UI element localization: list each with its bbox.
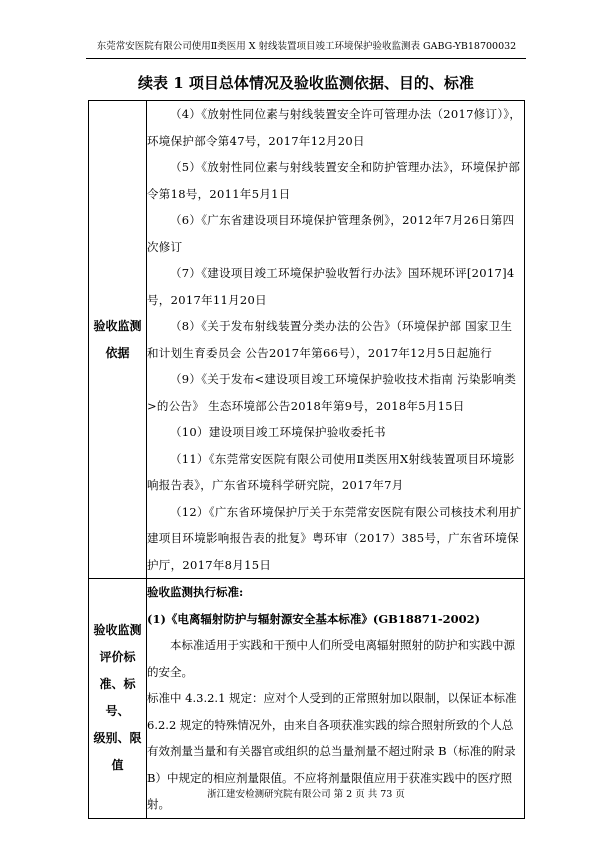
- label-line: 值: [111, 758, 124, 773]
- page-header: 东莞常安医院有限公司使用Ⅱ类医用 X 射线装置项目竣工环境保护验收监测表 GABG-YB18700032: [96, 41, 517, 52]
- basis-item-6: （6）《广东省建设项目环境保护管理条例》，2012年7月26日第四次修订: [147, 213, 515, 254]
- page-footer: 浙江建安检测研究院有限公司 第 2 页 共 73 页: [207, 789, 405, 800]
- page-title: 续表 1 项目总体情况及验收监测依据、目的、标准: [138, 74, 474, 92]
- basis-item-10: （10）建设项目竣工环境保护验收委托书: [170, 425, 386, 439]
- standards-content: [147, 579, 525, 819]
- basis-content: [147, 101, 525, 579]
- basis-item-12: （12）《广东省环境保护厅关于东莞常安医院有限公司核技术利用扩建项目环境影响报告表的批复》粤环审（2017）385号，广东省环境保护厅，2017年8月15日: [147, 504, 522, 572]
- main-table: [88, 100, 525, 819]
- label-line: 准、标号、: [99, 677, 136, 719]
- header-rule: [86, 58, 526, 59]
- label-standards: [89, 579, 147, 819]
- label-line: 依据: [105, 345, 130, 360]
- label-basis: [89, 101, 147, 579]
- basis-item-5: （5）《放射性同位素与射线装置安全和防护管理办法》，环境保护部令第18号，2011年5月1日: [147, 160, 521, 201]
- standard-title: (1)《电离辐射防护与辐射源安全基本标准》(GB18871-2002): [147, 611, 481, 626]
- standard-para-1: 本标准适用于实践和干预中人们所受电离辐射照射的防护和实践中源的安全。: [147, 638, 515, 679]
- basis-item-4: （4）《放射性同位素与射线装置安全许可管理办法（2017修订）》，环境保护部令第47号，2017年12月20日: [147, 107, 522, 148]
- standards-heading: 验收监测执行标准:: [147, 585, 244, 599]
- table-row-basis: [89, 101, 525, 579]
- basis-item-7: （7）《建设项目竣工环境保护验收暂行办法》国环规环评[2017]4号，2017年11月20日: [147, 266, 515, 307]
- label-line: 级别、限: [93, 731, 142, 746]
- label-line: 评价标: [99, 650, 136, 665]
- table-row-standards: [89, 579, 525, 819]
- basis-item-9: （9）《关于发布<建设项目竣工环境保护验收技术指南 污染影响类>的公告》 生态环境部公告2018年第9号，2018年5月15日: [147, 372, 517, 413]
- label-line: 验收监测: [93, 318, 142, 333]
- label-line: 验收监测: [93, 623, 142, 638]
- basis-item-11: （11）《东莞常安医院有限公司使用Ⅱ类医用X射线装置项目环境影响报告表》，广东省环境科学研究院，2017年7月: [147, 451, 515, 492]
- basis-item-8: （8）《关于发布射线装置分类办法的公告》（环境保护部 国家卫生和计划生育委员会 公告2017年第66号），2017年12月5日起施行: [147, 319, 513, 360]
- standard-para-2: 标准中 4.3.2.1 规定：应对个人受到的正常照射加以限制，以保证本标准 6.2.2 规定的特殊情况外，由来自各项获准实践的综合照射所致的个人总有效剂量当量和有关器官或组织的总当量剂量不超过附录 B（标准的附录 B）中规定的相应剂量限值。不应将剂量限值应用于获准实践中的医疗照射。: [147, 691, 517, 811]
